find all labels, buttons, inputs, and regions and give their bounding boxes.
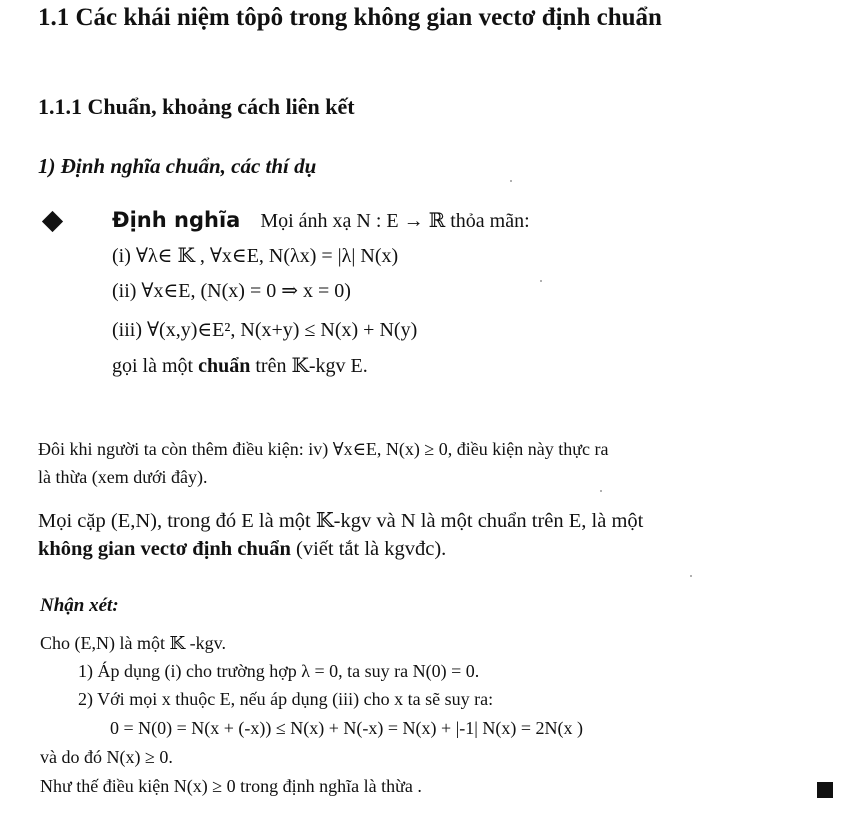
- normed-space-line-2: [38, 538, 446, 561]
- diamond-bullet-icon: [42, 211, 63, 232]
- normed-space-line-1: Mọi cặp (E,N), trong đó E là một 𝕂-kgv và N là một chuẩn trên E, là một: [38, 510, 644, 532]
- remark-line: 1) Áp dụng (i) cho trường hợp λ = 0, ta suy ra N(0) = 0.: [78, 661, 480, 681]
- scan-speck: [690, 575, 692, 577]
- definition-intro: Mọi ánh xạ N : E → ℝ thỏa mãn:: [260, 210, 530, 232]
- axiom-i: (i) ∀λ∈ 𝕂 , ∀x∈E, N(λx) = |λ| N(x): [112, 245, 399, 267]
- conclusion-post: trên 𝕂-kgv E.: [250, 355, 368, 377]
- end-of-proof-icon: [817, 782, 833, 798]
- subsubsection-heading: 1) Định nghĩa chuẩn, các thí dụ: [38, 154, 317, 178]
- scan-speck: [510, 180, 512, 182]
- remark-line: Như thế điều kiện N(x) ≥ 0 trong định nghĩa là thừa .: [40, 776, 422, 796]
- subsection-heading: 1.1.1 Chuẩn, khoảng cách liên kết: [38, 94, 355, 119]
- extra-condition-line-2: là thừa (xem dưới đây).: [38, 467, 208, 487]
- remark-line: 2) Với mọi x thuộc E, nếu áp dụng (iii) cho x ta sẽ suy ra:: [78, 689, 494, 709]
- remark-line: Cho (E,N) là một 𝕂 -kgv.: [40, 633, 226, 653]
- normed-space-term: không gian vectơ định chuẩn: [38, 538, 291, 560]
- scan-speck: [540, 280, 542, 282]
- definition-label: Định nghĩa: [112, 208, 241, 232]
- normed-space-abbrev: (viết tắt là kgvđc).: [290, 538, 447, 560]
- definition-line: [112, 208, 530, 233]
- remark-line: và do đó N(x) ≥ 0.: [40, 747, 173, 767]
- section-heading: 1.1 Các khái niệm tôpô trong không gian vectơ định chuẩn: [38, 4, 662, 31]
- remark-line: 0 = N(0) = N(x + (-x)) ≤ N(x) + N(-x) = N(x) + |-1| N(x) = 2N(x ): [110, 718, 584, 738]
- remark-title: Nhận xét:: [40, 595, 119, 616]
- conclusion-pre: gọi là một: [112, 355, 199, 377]
- axiom-ii: (ii) ∀x∈E, (N(x) = 0 ⇒ x = 0): [112, 280, 351, 302]
- definition-conclusion: [112, 353, 368, 378]
- conclusion-bold: chuẩn: [198, 355, 251, 377]
- scan-speck: [600, 490, 602, 492]
- extra-condition-line-1: Đôi khi người ta còn thêm điều kiện: iv) ∀x∈E, N(x) ≥ 0, điều kiện này thực ra: [38, 439, 609, 459]
- axiom-iii: (iii) ∀(x,y)∈E², N(x+y) ≤ N(x) + N(y): [112, 319, 418, 341]
